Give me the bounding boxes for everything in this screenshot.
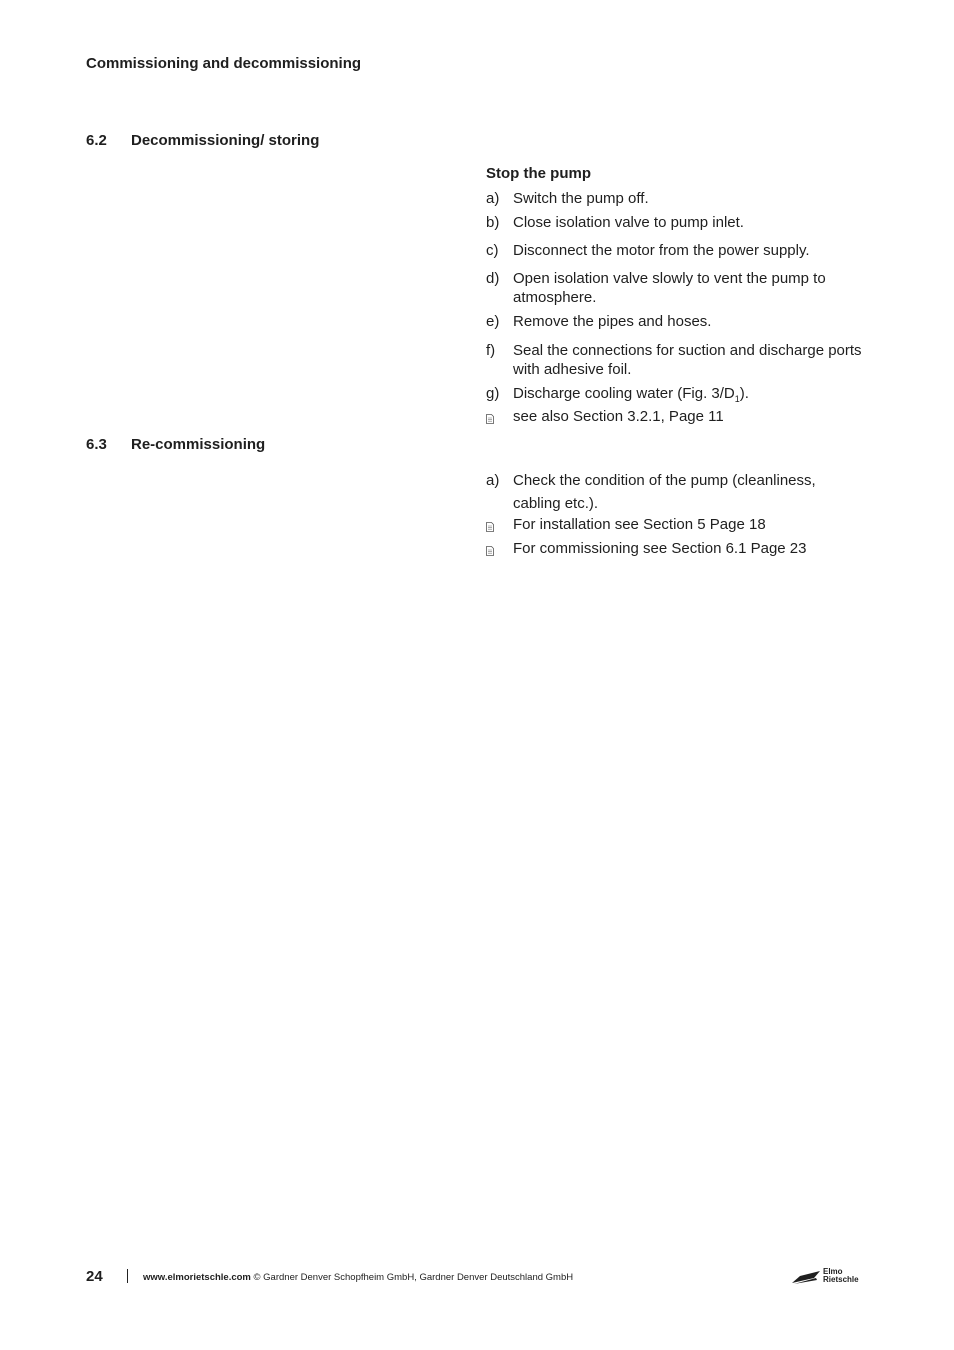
- subscript: 1: [734, 394, 740, 404]
- list-marker: e): [486, 313, 500, 330]
- reference-text: see also Section 3.2.1, Page 11: [513, 408, 724, 425]
- list-item-text: Open isolation valve slowly to vent the pump to atmosphere.: [513, 270, 826, 306]
- footer-divider: [127, 1269, 128, 1283]
- list-item-text: [513, 384, 866, 409]
- list-marker: g): [486, 385, 500, 402]
- reference-item: [486, 515, 866, 534]
- document-icon: [486, 515, 494, 534]
- reference-item: [486, 407, 866, 426]
- list-marker: a): [486, 190, 500, 207]
- website-link[interactable]: www.elmorietschle.com: [143, 1272, 251, 1283]
- list-item-text: Disconnect the motor from the power supply.: [513, 242, 810, 259]
- reference-item: [486, 539, 866, 558]
- reference-text: For installation see Section 5 Page 18: [513, 516, 766, 533]
- list-item: [486, 312, 866, 331]
- list-item-text-tail: ).: [739, 385, 749, 402]
- footer-text: [143, 1272, 573, 1283]
- running-head: Commissioning and decommissioning: [86, 55, 362, 72]
- list-item-text: Seal the connections for suction and discharge ports with adhesive foil.: [513, 342, 862, 378]
- section-title: Re-commissioning: [131, 436, 266, 453]
- list-marker: d): [486, 270, 500, 287]
- document-icon: [486, 407, 494, 426]
- reference-text: For commissioning see Section 6.1 Page 23: [513, 540, 807, 557]
- list-item-text: Remove the pipes and hoses.: [513, 313, 712, 330]
- copyright-text: © Gardner Denver Schopfheim GmbH, Gardner Denver Deutschland GmbH: [253, 1272, 574, 1283]
- page-number: 24: [86, 1268, 103, 1285]
- section-number: 6.3: [86, 436, 107, 453]
- logo-text: [823, 1268, 859, 1284]
- list-item: [486, 469, 866, 515]
- list-item: [486, 384, 866, 409]
- logo-line-1: Elmo: [823, 1267, 843, 1276]
- list-item-text: Check the condition of the pump (cleanliness, cabling etc.).: [513, 472, 816, 512]
- list-item: [486, 189, 866, 208]
- logo-line-2: Rietschle: [823, 1275, 859, 1284]
- list-marker: b): [486, 214, 500, 231]
- section-title: Decommissioning/ storing: [131, 132, 320, 149]
- list-item: [486, 269, 866, 307]
- list-marker: f): [486, 342, 496, 359]
- list-marker: c): [486, 242, 499, 259]
- list-item: [486, 241, 866, 260]
- list-item: [486, 341, 866, 379]
- list-marker: a): [486, 472, 500, 489]
- subheading: Stop the pump: [486, 165, 591, 182]
- document-icon: [486, 539, 494, 558]
- list-item-text: Switch the pump off.: [513, 190, 649, 207]
- list-item-text: Close isolation valve to pump inlet.: [513, 214, 744, 231]
- section-number: 6.2: [86, 132, 107, 149]
- list-item: [486, 213, 866, 232]
- list-item-text-main: Discharge cooling water (Fig. 3/D: [513, 385, 735, 402]
